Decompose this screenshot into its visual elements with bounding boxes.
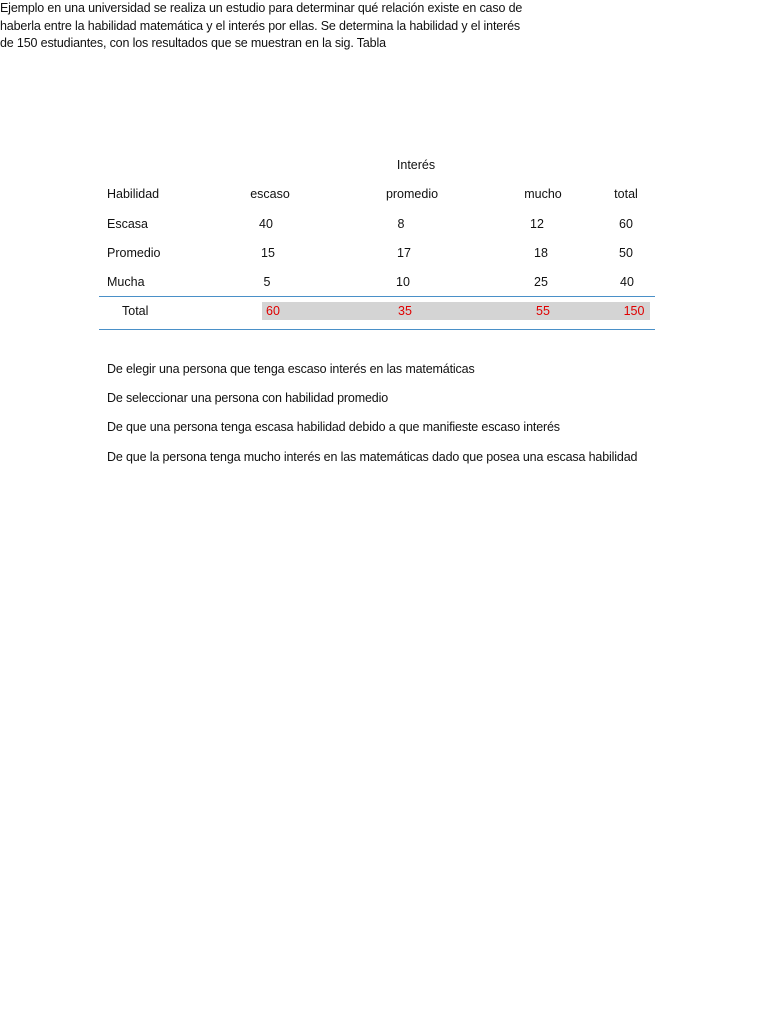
row-label: Mucha [107, 275, 145, 289]
table-cell: 12 [530, 217, 544, 231]
intro-line: Ejemplo en una universidad se realiza un estudio para determinar qué relación existe en caso de [0, 1, 523, 15]
row-header-habilidad: Habilidad [107, 187, 160, 201]
total-cell: 35 [398, 304, 412, 318]
table-cell: 8 [397, 217, 405, 231]
intro-paragraph [0, 0, 560, 53]
row-label: Escasa [107, 217, 148, 231]
intro-line: de 150 estudiantes, con los resultados que se muestran en la sig. Tabla [0, 36, 386, 50]
total-row-label: Total [122, 304, 149, 318]
group-header-interes: Interés [396, 158, 436, 172]
total-cell: 60 [266, 304, 280, 318]
table-rule-bottom [99, 329, 655, 330]
table-cell: 17 [397, 246, 411, 260]
intro-line: haberla entre la habilidad matemática y el interés por ellas. Se determina la habilidad y el interés [0, 18, 521, 33]
column-header: mucho [524, 187, 562, 201]
total-row-highlight [262, 302, 650, 320]
row-label: Promedio [107, 246, 161, 260]
total-cell: 150 [623, 304, 645, 318]
table-rule-top [99, 296, 655, 297]
table-cell: 18 [534, 246, 548, 260]
column-header: total [614, 187, 638, 201]
table-cell: 60 [619, 217, 633, 231]
question-item: De seleccionar una persona con habilidad promedio [107, 391, 389, 405]
table-cell: 40 [259, 217, 273, 231]
table-cell: 10 [396, 275, 410, 289]
column-header: escaso [250, 187, 290, 201]
table-cell: 40 [620, 275, 634, 289]
column-header: promedio [385, 187, 439, 201]
table-cell: 15 [261, 246, 275, 260]
total-cell: 55 [536, 304, 550, 318]
question-item: De que una persona tenga escasa habilidad debido a que manifieste escaso interés [107, 420, 560, 434]
question-item: De elegir una persona que tenga escaso interés en las matemáticas [107, 362, 475, 376]
table-cell: 50 [619, 246, 633, 260]
table-cell: 5 [263, 275, 271, 289]
table-cell: 25 [534, 275, 548, 289]
question-item: De que la persona tenga mucho interés en las matemáticas dado que posea una escasa habilidad [107, 450, 638, 464]
